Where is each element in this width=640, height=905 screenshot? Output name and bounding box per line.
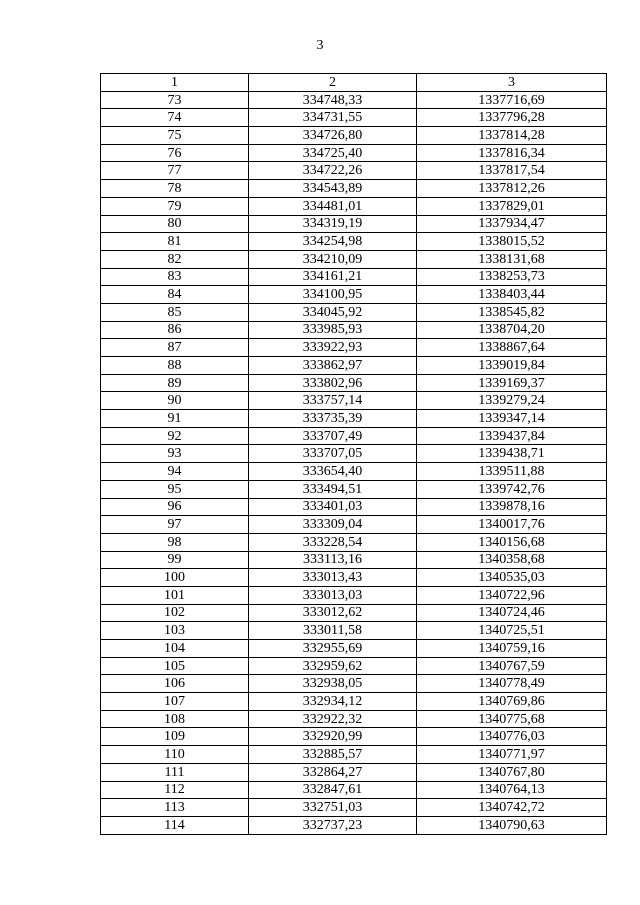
table-cell-col-3: 1340742,72: [417, 799, 607, 817]
table-row: [101, 586, 607, 604]
table-cell-col-3: 1337716,69: [417, 91, 607, 109]
table-row: [101, 303, 607, 321]
table-cell-col-3: 1340358,68: [417, 551, 607, 569]
table-cell-col-2: 334543,89: [249, 180, 417, 198]
table-body: [101, 91, 607, 834]
table-row: [101, 410, 607, 428]
table-row: [101, 622, 607, 640]
table-cell-col-3: 1340767,80: [417, 763, 607, 781]
table-cell-col-1: 87: [101, 339, 249, 357]
table-cell-col-3: 1339742,76: [417, 480, 607, 498]
table-cell-col-2: 334045,92: [249, 303, 417, 321]
table-row: [101, 498, 607, 516]
table-cell-col-3: 1337817,54: [417, 162, 607, 180]
table-cell-col-3: 1340725,51: [417, 622, 607, 640]
table-row: [101, 657, 607, 675]
table-row: [101, 144, 607, 162]
table-cell-col-2: 333401,03: [249, 498, 417, 516]
table-row: [101, 604, 607, 622]
table-cell-col-2: 332847,61: [249, 781, 417, 799]
table-cell-col-3: 1340722,96: [417, 586, 607, 604]
table-cell-col-3: 1337934,47: [417, 215, 607, 233]
table-cell-col-3: 1339878,16: [417, 498, 607, 516]
table-cell-col-1: 114: [101, 816, 249, 834]
table-row: [101, 710, 607, 728]
table-header: [101, 74, 607, 92]
table-cell-col-3: 1338015,52: [417, 233, 607, 251]
table-cell-col-2: 333494,51: [249, 480, 417, 498]
table-cell-col-1: 94: [101, 463, 249, 481]
table-cell-col-2: 334100,95: [249, 286, 417, 304]
table-row: [101, 799, 607, 817]
table-cell-col-1: 89: [101, 374, 249, 392]
table-cell-col-2: 333012,62: [249, 604, 417, 622]
table-row: [101, 463, 607, 481]
table-cell-col-2: 334731,55: [249, 109, 417, 127]
table-row: [101, 675, 607, 693]
table-cell-col-3: 1340775,68: [417, 710, 607, 728]
table-cell-col-2: 333309,04: [249, 516, 417, 534]
table-cell-col-2: 333802,96: [249, 374, 417, 392]
table-cell-col-1: 84: [101, 286, 249, 304]
table-row: [101, 286, 607, 304]
table-cell-col-2: 332737,23: [249, 816, 417, 834]
table-cell-col-3: 1339511,88: [417, 463, 607, 481]
table-cell-col-3: 1337829,01: [417, 197, 607, 215]
table-row: [101, 480, 607, 498]
table-row: [101, 445, 607, 463]
table-cell-col-3: 1339169,37: [417, 374, 607, 392]
table-cell-col-3: 1338403,44: [417, 286, 607, 304]
table-cell-col-3: 1340776,03: [417, 728, 607, 746]
table-cell-col-1: 90: [101, 392, 249, 410]
table-cell-col-1: 92: [101, 427, 249, 445]
table-row: [101, 91, 607, 109]
table-cell-col-2: 333757,14: [249, 392, 417, 410]
table-cell-col-2: 332959,62: [249, 657, 417, 675]
table-cell-col-3: 1338704,20: [417, 321, 607, 339]
table-cell-col-3: 1339019,84: [417, 357, 607, 375]
table-cell-col-3: 1337816,34: [417, 144, 607, 162]
table-cell-col-1: 97: [101, 516, 249, 534]
table-cell-col-3: 1337814,28: [417, 127, 607, 145]
column-header-2: 2: [249, 74, 417, 92]
table-cell-col-1: 107: [101, 693, 249, 711]
table-cell-col-1: 93: [101, 445, 249, 463]
table-cell-col-1: 88: [101, 357, 249, 375]
table-cell-col-2: 334319,19: [249, 215, 417, 233]
table-row: [101, 551, 607, 569]
table-row: [101, 215, 607, 233]
table-cell-col-1: 83: [101, 268, 249, 286]
table-row: [101, 321, 607, 339]
table-row: [101, 180, 607, 198]
table-cell-col-1: 98: [101, 533, 249, 551]
table-cell-col-1: 76: [101, 144, 249, 162]
coordinates-table: [100, 73, 607, 835]
table-row: [101, 109, 607, 127]
table-cell-col-2: 333862,97: [249, 357, 417, 375]
table-cell-col-3: 1340759,16: [417, 640, 607, 658]
table-cell-col-2: 334722,26: [249, 162, 417, 180]
table-row: [101, 233, 607, 251]
table-cell-col-1: 104: [101, 640, 249, 658]
table-cell-col-3: 1337796,28: [417, 109, 607, 127]
table-cell-col-2: 333013,43: [249, 569, 417, 587]
table-cell-col-3: 1340778,49: [417, 675, 607, 693]
table-cell-col-2: 334481,01: [249, 197, 417, 215]
table-cell-col-1: 113: [101, 799, 249, 817]
table-row: [101, 250, 607, 268]
table-row: [101, 374, 607, 392]
table-cell-col-2: 333735,39: [249, 410, 417, 428]
table-row: [101, 816, 607, 834]
table-cell-col-2: 333707,05: [249, 445, 417, 463]
table-cell-col-1: 105: [101, 657, 249, 675]
table-cell-col-2: 333707,49: [249, 427, 417, 445]
table-cell-col-1: 74: [101, 109, 249, 127]
table-cell-col-3: 1340017,76: [417, 516, 607, 534]
table-cell-col-3: 1338867,64: [417, 339, 607, 357]
table-cell-col-2: 333654,40: [249, 463, 417, 481]
table-cell-col-1: 96: [101, 498, 249, 516]
table-cell-col-1: 95: [101, 480, 249, 498]
table-cell-col-1: 73: [101, 91, 249, 109]
table-cell-col-3: 1340771,97: [417, 746, 607, 764]
table-cell-col-2: 332920,99: [249, 728, 417, 746]
table-row: [101, 763, 607, 781]
table-cell-col-2: 333011,58: [249, 622, 417, 640]
table-cell-col-2: 332922,32: [249, 710, 417, 728]
column-header-1: 1: [101, 74, 249, 92]
table-cell-col-1: 82: [101, 250, 249, 268]
table-cell-col-2: 333228,54: [249, 533, 417, 551]
table-row: [101, 268, 607, 286]
table-cell-col-2: 332885,57: [249, 746, 417, 764]
table-row: [101, 693, 607, 711]
table-cell-col-2: 332864,27: [249, 763, 417, 781]
table-cell-col-3: 1340769,86: [417, 693, 607, 711]
table-cell-col-3: 1338253,73: [417, 268, 607, 286]
table-cell-col-1: 78: [101, 180, 249, 198]
table-cell-col-2: 333985,93: [249, 321, 417, 339]
table-cell-col-3: 1339437,84: [417, 427, 607, 445]
table-cell-col-2: 332751,03: [249, 799, 417, 817]
table-cell-col-1: 100: [101, 569, 249, 587]
table-cell-col-3: 1340764,13: [417, 781, 607, 799]
table-cell-col-1: 101: [101, 586, 249, 604]
table-row: [101, 392, 607, 410]
table-cell-col-1: 108: [101, 710, 249, 728]
table-row: [101, 516, 607, 534]
table-cell-col-1: 86: [101, 321, 249, 339]
table-cell-col-1: 99: [101, 551, 249, 569]
table-cell-col-2: 334726,80: [249, 127, 417, 145]
table-cell-col-1: 111: [101, 763, 249, 781]
table-row: [101, 533, 607, 551]
table-row: [101, 162, 607, 180]
table-cell-col-3: 1340535,03: [417, 569, 607, 587]
table-cell-col-2: 333013,03: [249, 586, 417, 604]
table-row: [101, 746, 607, 764]
table-cell-col-1: 79: [101, 197, 249, 215]
table-cell-col-3: 1338545,82: [417, 303, 607, 321]
table-cell-col-1: 85: [101, 303, 249, 321]
table-cell-col-1: 80: [101, 215, 249, 233]
table-cell-col-3: 1339279,24: [417, 392, 607, 410]
table-cell-col-1: 110: [101, 746, 249, 764]
column-header-3: 3: [417, 74, 607, 92]
table-cell-col-1: 112: [101, 781, 249, 799]
table-row: [101, 339, 607, 357]
table-cell-col-2: 334254,98: [249, 233, 417, 251]
table-cell-col-1: 77: [101, 162, 249, 180]
page-number: 3: [316, 38, 324, 53]
table-row: [101, 640, 607, 658]
table-cell-col-2: 332934,12: [249, 693, 417, 711]
table-cell-col-3: 1339438,71: [417, 445, 607, 463]
table-row: [101, 427, 607, 445]
table-row: [101, 127, 607, 145]
table-cell-col-1: 106: [101, 675, 249, 693]
table-cell-col-3: 1337812,26: [417, 180, 607, 198]
table-row: [101, 357, 607, 375]
table-cell-col-1: 102: [101, 604, 249, 622]
table-cell-col-2: 334725,40: [249, 144, 417, 162]
table-cell-col-2: 332955,69: [249, 640, 417, 658]
table-cell-col-3: 1340767,59: [417, 657, 607, 675]
table-cell-col-2: 334210,09: [249, 250, 417, 268]
table-cell-col-1: 103: [101, 622, 249, 640]
table-cell-col-3: 1340724,46: [417, 604, 607, 622]
table-cell-col-3: 1340790,63: [417, 816, 607, 834]
table-header-row: [101, 74, 607, 92]
table-cell-col-2: 334161,21: [249, 268, 417, 286]
table-cell-col-1: 81: [101, 233, 249, 251]
table-row: [101, 728, 607, 746]
table-row: [101, 197, 607, 215]
table-cell-col-1: 91: [101, 410, 249, 428]
table-cell-col-1: 75: [101, 127, 249, 145]
table-cell-col-3: 1338131,68: [417, 250, 607, 268]
table-cell-col-2: 333113,16: [249, 551, 417, 569]
table-cell-col-3: 1339347,14: [417, 410, 607, 428]
table-cell-col-2: 334748,33: [249, 91, 417, 109]
table-row: [101, 781, 607, 799]
table-cell-col-3: 1340156,68: [417, 533, 607, 551]
table-row: [101, 569, 607, 587]
table-cell-col-2: 332938,05: [249, 675, 417, 693]
table-cell-col-2: 333922,93: [249, 339, 417, 357]
table-cell-col-1: 109: [101, 728, 249, 746]
